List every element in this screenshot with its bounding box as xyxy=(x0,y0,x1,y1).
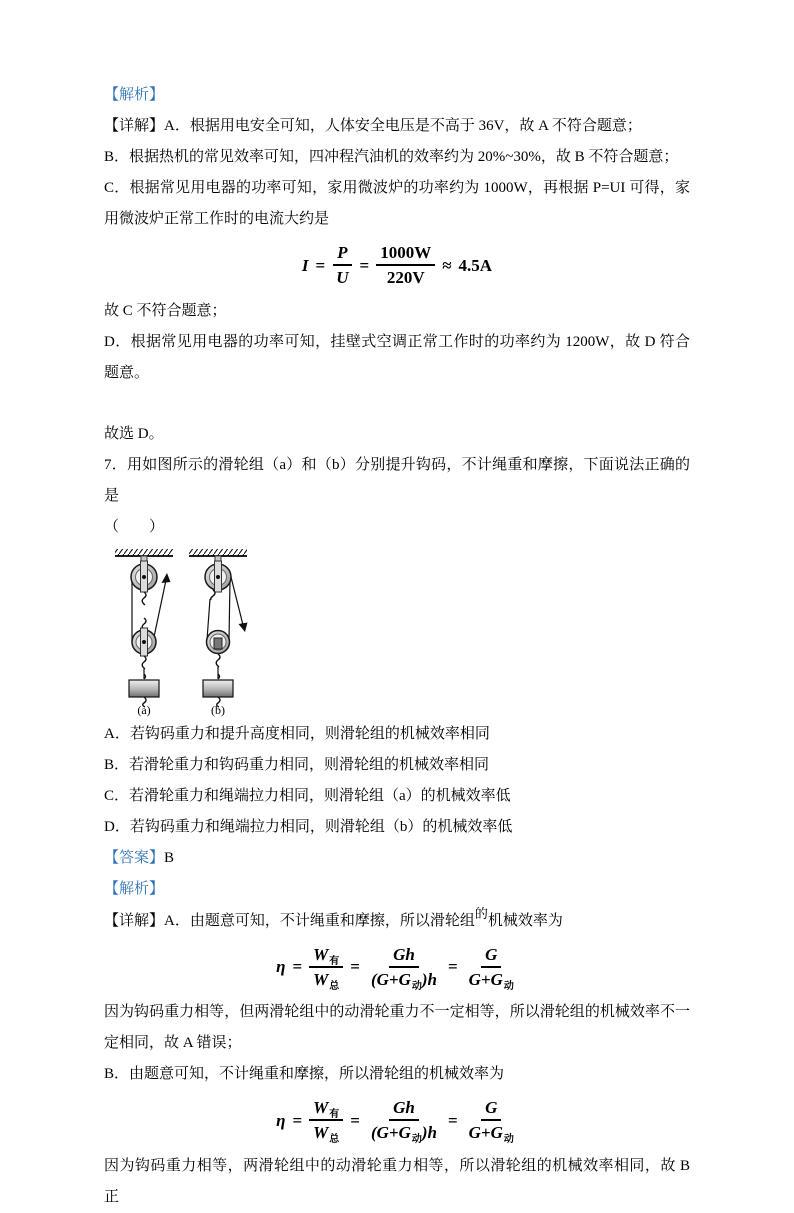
q6-conclusion-c: 故 C 不符合题意； xyxy=(104,302,227,319)
q7-stem: 7．用如图所示的滑轮组（a）和（b）分别提升钩码，不计绳重和摩擦，下面说法正确的是 xyxy=(104,456,690,504)
fraction-gh xyxy=(367,1097,441,1144)
formula-lhs: I xyxy=(301,255,309,275)
arrow-up-icon xyxy=(162,573,171,583)
q7-detail-option-b: B．由题意可知，不计绳重和摩擦，所以滑轮组的机械效率为 xyxy=(104,1066,505,1082)
pulley-system-a xyxy=(115,549,173,717)
fraction-work-ratio xyxy=(309,1097,343,1144)
q7-reason-b: 因为钩码重力相等，两滑轮组中的动滑轮重力相等，所以滑轮组的机械效率相同，故 B 正 xyxy=(104,1157,690,1205)
rope-end-hook-icon xyxy=(211,590,215,600)
q6-detail-option-d: D．根据常见用电器的功率可知，挂壁式空调正常工作时的功率约为 1200W，故 D 符合题意。 xyxy=(104,333,690,381)
q7-analysis-header: 【解析】 xyxy=(104,880,165,897)
figure-label-b: (b) xyxy=(211,702,225,717)
q7-option-b: B．若滑轮重力和钩码重力相同，则滑轮组的机械效率相同 xyxy=(104,756,490,773)
pulley-figure xyxy=(104,547,690,717)
q7-option-c: C．若滑轮重力和绳端拉力相同，则滑轮组（a）的机械效率低 xyxy=(104,787,511,804)
raised-char: 的 xyxy=(474,905,488,921)
equals-sign: = xyxy=(447,957,458,977)
approx-sign: ≈ xyxy=(442,255,452,275)
fraction-denominator: $(G+G_动)h$ xyxy=(370,1123,437,1146)
fraction-denominator: 220V xyxy=(386,268,425,288)
formula-result: 4.5A xyxy=(458,255,493,275)
fraction-values xyxy=(376,242,435,289)
fraction-denominator: $G+G_动$ xyxy=(468,969,514,992)
fraction-numerator: P xyxy=(333,242,351,266)
rope-free-end xyxy=(231,577,243,625)
fraction-denominator: $W_总$ xyxy=(313,1123,340,1146)
q7-answer-brackets: （ ） xyxy=(104,518,165,535)
fraction-denominator: $G+G_动$ xyxy=(468,1123,514,1146)
detail-a-text-end: 机械效率为 xyxy=(487,912,563,929)
fraction-numerator: Gh xyxy=(389,1097,419,1121)
equals-sign: = xyxy=(350,957,360,977)
arrow-down-icon xyxy=(239,622,248,632)
ceiling-hatch xyxy=(189,549,247,556)
movable-pulley-bottom-hook-icon xyxy=(142,656,146,669)
q7-answer-value: B xyxy=(164,849,175,866)
formula-lhs: η xyxy=(276,1110,286,1130)
q7-answer-line xyxy=(104,843,690,874)
rope-free-end xyxy=(154,580,166,637)
equals-sign: = xyxy=(315,255,326,275)
q7-reason-a: 因为钩码重力相等，但两滑轮组中的动滑轮重力不一定相等，所以滑轮组的机械效率不一定相同，故 A 错误； xyxy=(104,1004,690,1051)
movable-pulley-bottom-hook-icon xyxy=(216,654,220,667)
fraction-numerator: 1000W xyxy=(376,242,435,266)
fraction-g xyxy=(465,944,518,991)
current-formula xyxy=(104,242,690,289)
q6-detail-option-a: 【详解】A．根据用电安全可知，人体安全电压是不高于 36V，故 A 不符合题意； xyxy=(104,118,642,134)
equals-sign: = xyxy=(447,1110,458,1130)
fraction-numerator: $W_有$ xyxy=(309,944,343,968)
fraction-numerator: $W_有$ xyxy=(309,1097,343,1121)
pulley-system-b xyxy=(189,549,248,717)
fraction-numerator: G xyxy=(481,944,501,968)
ceiling-hatch xyxy=(115,549,173,556)
figure-label-a: (a) xyxy=(137,702,151,717)
fraction-gh xyxy=(367,944,441,991)
fixed-pulley xyxy=(131,561,157,592)
fixed-pulley-hook-icon xyxy=(142,592,146,605)
weight-block xyxy=(129,680,159,697)
fraction-work-ratio xyxy=(309,944,343,991)
fraction-p-over-u xyxy=(332,242,352,289)
weight-block xyxy=(203,680,233,697)
q7-detail-option-a xyxy=(104,905,690,937)
detail-a-text: 【详解】A．由题意可知，不计绳重和摩擦，所以滑轮组 xyxy=(104,912,475,929)
fixed-pulley xyxy=(205,561,231,592)
fraction-numerator: G xyxy=(481,1097,501,1121)
equals-sign: = xyxy=(350,1110,360,1130)
q7-answer-header: 【答案】 xyxy=(104,849,165,866)
movable-pulley xyxy=(207,630,230,653)
fraction-denominator: $(G+G_动)h$ xyxy=(370,969,437,992)
q6-detail-option-b: B．根据热机的常见效率可知，四冲程汽油机的效率约为 20%~30%，故 B 不符合题意； xyxy=(104,149,679,165)
fraction-denominator: $W_总$ xyxy=(313,969,340,992)
formula-lhs: η xyxy=(276,957,286,977)
q7-option-a: A．若钩码重力和提升高度相同，则滑轮组的机械效率相同 xyxy=(104,725,490,742)
fraction-g xyxy=(465,1097,518,1144)
q6-final-answer: 故选 D。 xyxy=(104,425,164,442)
q6-detail-option-c: C．根据常见用电器的功率可知，家用微波炉的功率约为 1000W，再根据 P=UI 可得，家用微波炉正常工作时的电流大约是 xyxy=(104,180,690,227)
movable-pulley xyxy=(132,628,156,656)
rope-right-segment xyxy=(229,580,230,640)
q6-analysis-header: 【解析】 xyxy=(104,87,165,103)
equals-sign: = xyxy=(292,957,303,977)
efficiency-formula xyxy=(104,944,690,991)
equals-sign: = xyxy=(359,255,370,275)
pulley-diagram xyxy=(104,547,286,717)
fraction-denominator: U xyxy=(336,268,349,288)
q7-option-d: D．若钩码重力和绳端拉力相同，则滑轮组（b）的机械效率低 xyxy=(104,818,513,835)
fraction-numerator: Gh xyxy=(389,944,419,968)
efficiency-formula xyxy=(104,1097,690,1144)
equals-sign: = xyxy=(292,1110,303,1130)
